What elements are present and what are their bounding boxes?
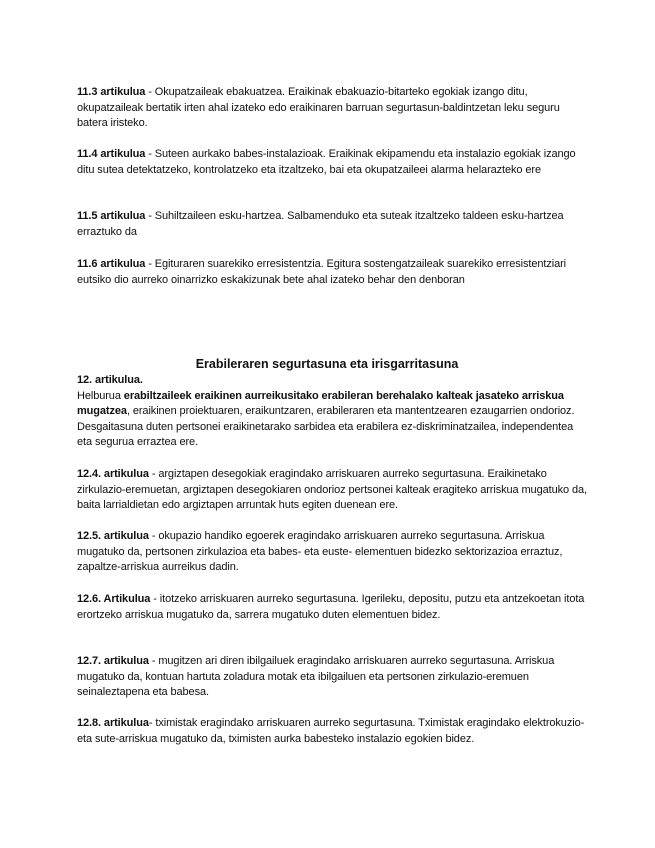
- article-number: 12.4. artikulua: [77, 468, 149, 480]
- article-intro: Helburua: [77, 389, 124, 402]
- article-number: 12.6. Artikulua: [77, 593, 151, 605]
- article-12-6: [77, 592, 587, 623]
- article-body: [77, 389, 587, 451]
- article-11-4: [77, 147, 587, 178]
- article-number: 12.8. artikulua: [77, 717, 149, 729]
- article-12-8: [77, 716, 587, 747]
- article-text: - Egituraren suarekiko erresistentzia. Egitura sostengatzaileak suarekiko erresistentziari eutsiko dio aurreko oinarrizko eskakizunak bete ahal izateko behar den denboran: [77, 258, 567, 286]
- article-12-7: [77, 654, 587, 701]
- article-number: 11.5 artikulua: [77, 210, 146, 222]
- article-text: - mugitzen ari diren ibilgailuek eragindako arriskuaren aurreko segurtasuna. Arriskua mugatuko da, kontuan hartuta zoladura motak eta ibilgailuen eta pertsonen zirkulazio-eremuen seinaleztapena eta babesa.: [77, 655, 555, 698]
- article-emphasis: erabiltzaileek eraikinen aurreikusitako erabileran berehalako kalteak jasateko arriskua mugatzea: [77, 389, 564, 417]
- article-12: [77, 373, 587, 451]
- article-number: 11.3 artikulua: [77, 86, 146, 98]
- article-number: 11.6 artikulua: [77, 258, 146, 270]
- article-11-6: [77, 257, 587, 288]
- article-text: - tximistak eragindako arriskuaren aurreko segurtasuna. Tximistak eragindako elektrokuzio- eta sute-arriskua mugatuko da, tximisten aurka babesteko instalazio egokien bidez.: [77, 717, 585, 745]
- article-heading: 12. artikulua.: [77, 374, 143, 386]
- article-12-5: [77, 529, 587, 576]
- article-11-5: [77, 209, 587, 240]
- section-title: Erabileraren segurtasuna eta irisgarritasuna: [195, 357, 459, 371]
- article-number: 12.5. artikulua: [77, 530, 149, 542]
- article-text: - okupazio handiko egoerek eragindako arriskuaren aurreko segurtasuna. Arriskua mugatuko da, pertsonen zirkulazioa eta babes- eta euste- elementuen bidezko sektorizazioa erraztuz, zapaltze-arriskua aurreikus dadin.: [77, 530, 563, 573]
- article-number: 12.7. artikulua: [77, 655, 149, 667]
- article-11-3: [77, 85, 587, 132]
- article-text: - argiztapen desegokiak eragindako arriskuaren aurreko segurtasuna. Eraikinetako zirkulazio-eremuetan, argiztapen desegokiaren ondorioz pertsonei kalteak eragiteko arriskua mugatuko da, baita larrialdietan edo argiztapen arruntak huts egiten duenean ere.: [77, 468, 587, 511]
- article-text: - Suhiltzaileen esku-hartzea. Salbamenduko eta suteak itzaltzeko taldeen esku-hartzea erraztuko da: [77, 210, 564, 238]
- article-text: - Suteen aurkako babes-instalazioak. Eraikinak ekipamendu eta instalazio egokiak izango ditu sutea detektatzeko, kontrolatzeko eta itzaltzeko, bai eta okupatzaileei alarma helarazteko ere: [77, 148, 576, 176]
- article-12-4: [77, 467, 587, 514]
- article-text: , eraikinen proiektuaren, eraikuntzaren, erabileraren eta mantentzearen ezaugarrien ondorioz. Desgaitasuna duten pertsonei eraikinetarako sarbidea eta erabilera ez-diskriminatzailea, independentea eta segurua erraztea ere.: [77, 405, 575, 448]
- article-text: - Okupatzaileak ebakuatzea. Eraikinak ebakuazio-bitarteko egokiak izango ditu, okupatzaileak bertatik irten ahal izateko edo eraikinaren barruan segurtasun-baldintzetan leku seguru batera iristeko.: [77, 86, 560, 129]
- article-number: 11.4 artikulua: [77, 148, 146, 160]
- article-text: - itotzeko arriskuaren aurreko segurtasuna. Igerileku, depositu, putzu eta antzekoetan itota erortzeko arriskua mugatuko da, sarrera mugatuko duten elementuen bidez.: [77, 593, 585, 621]
